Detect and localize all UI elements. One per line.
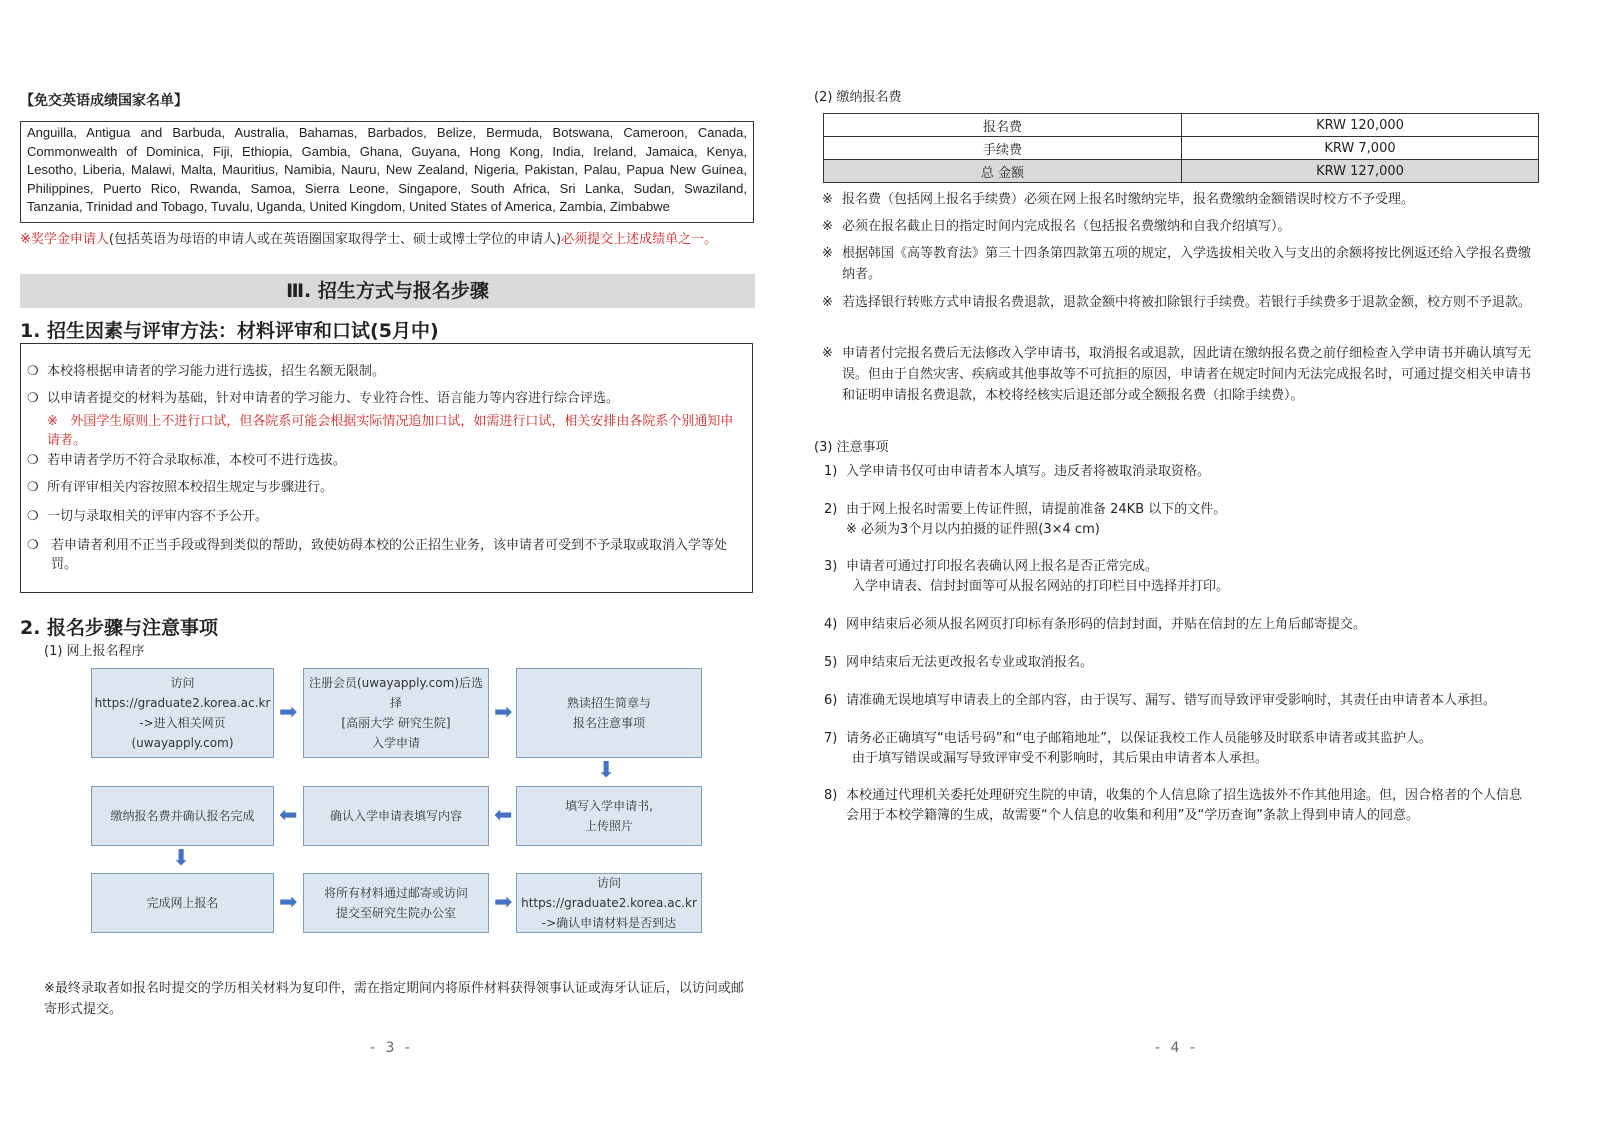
final-note: ※最终录取者如报名时提交的学历相关材料为复印件，需在指定期间内将原件材料获得领事认证或海牙认证后，以访问或邮寄形式提交。 — [44, 981, 744, 1017]
item-text: 网申结束后无法更改报名专业或取消报名。 — [846, 655, 1094, 670]
item-text: 本校通过代理机关委托处理研究生院的申请，收集的个人信息除了招生选拔外不作其他用途。但，因合格者的个人信息会用于本校学籍簿的生成，故需要“个人信息的收集和利用”及“学历查询”条款上得到申请人的同意。 — [846, 788, 1523, 823]
fee-value-cell: KRW 127,000 — [1182, 160, 1539, 183]
list-item — [824, 615, 1524, 635]
list-item — [824, 500, 1524, 540]
item-text: 请准确无误地填写申请表上的全部内容，由于误写、漏写、错写而导致评审受影响时，其责任由申请者本人承担。 — [846, 693, 1497, 708]
item-text: 由于网上报名时需要上传证件照，请提前准备 24KB 以下的文件。 — [846, 502, 1227, 517]
bullet-icon: ❍ — [27, 391, 39, 406]
fee-label-cell: 手续费 — [824, 137, 1182, 160]
criteria-text: 以申请者提交的材料为基础，针对申请者的学习能力、专业符合性、语言能力等内容进行综合评选。 — [47, 391, 620, 406]
flow-step-complete: 完成网上报名 — [91, 873, 274, 933]
fee-note — [822, 292, 1532, 313]
item-number: 7) — [824, 731, 838, 746]
arrow-icon: ⬇ — [172, 846, 191, 871]
criteria-item — [27, 451, 746, 470]
scholarship-note-red: 必须提交上述成绩单之一。 — [561, 232, 718, 247]
item-subtext: 入学申请表、信封封面等可从报名网站的打印栏目中选择并打印。 — [852, 579, 1230, 594]
criteria-item — [27, 478, 746, 497]
arrow-icon: ⬅ — [494, 803, 513, 828]
item-subtext: ※ 必须为3个月以内拍摄的证件照(3×4 cm) — [846, 522, 1100, 537]
note-icon: ※ — [822, 246, 833, 261]
criteria-note-text: 外国学生原则上不进行口试，但各院系可能会根据实际情况追加口试，如需进行口试，相关安排由各院系个别通知申请者。 — [47, 414, 734, 448]
scholarship-note-red: ※奖学金申请人 — [20, 232, 109, 247]
fee-note — [822, 243, 1532, 285]
item-text: 网申结束后必须从报名网页打印标有条形码的信封封面，并贴在信封的左上角后邮寄提交。 — [846, 617, 1367, 632]
criteria-item — [27, 389, 746, 408]
item-number: 8) — [824, 788, 838, 803]
item-number: 4) — [824, 617, 838, 632]
note-icon: ※ — [822, 192, 833, 207]
item-text: 入学申请书仅可由申请者本人填写。违反者将被取消录取资格。 — [846, 464, 1211, 479]
list-item — [824, 462, 1524, 482]
list-item — [824, 691, 1524, 711]
scholarship-note — [20, 228, 717, 247]
note-icon: ※ — [47, 414, 58, 429]
fee-note-text: 根据韩国《高等教育法》第三十四条第四款第五项的规定，入学选拔相关收入与支出的余额将按比例返还给入学报名费缴纳者。 — [842, 246, 1532, 282]
fee-note — [822, 343, 1532, 406]
arrow-icon: ⬇ — [597, 758, 616, 783]
country-list-box — [20, 121, 754, 223]
criteria-item — [27, 536, 746, 574]
criteria-note — [27, 412, 746, 450]
item-number: 3) — [824, 559, 838, 574]
criteria-text: 所有评审相关内容按照本校招生规定与步骤进行。 — [47, 480, 334, 495]
flow-step-submit-docs: 将所有材料通过邮寄或访问 提交至研究生院办公室 — [303, 873, 489, 933]
fee-value-cell: KRW 7,000 — [1182, 137, 1539, 160]
criteria-text: 若申请者学历不符合录取标准，本校可不进行选拔。 — [47, 453, 347, 468]
fee-label-cell: 报名费 — [824, 114, 1182, 137]
subsection-title-steps: 2. 报名步骤与注意事项 — [20, 617, 219, 639]
table-row — [824, 114, 1539, 137]
flow-step-fill-form: 填写入学申请书, 上传照片 — [516, 786, 702, 846]
arrow-icon: ➡ — [279, 700, 298, 725]
item-text: 请务必正确填写“电话号码”和“电子邮箱地址”，以保证我校工作人员能够及时联系申请者或其监护人。 — [846, 731, 1432, 746]
arrow-icon: ➡ — [494, 890, 513, 915]
list-item — [824, 653, 1524, 673]
flow-step-pay-fee: 缴纳报名费并确认报名完成 — [91, 786, 274, 846]
bullet-icon: ❍ — [27, 453, 39, 468]
country-line: Tanzania, Trinidad and Tobago, Tuvalu, Uganda, United Kingdom, United States of America, Zambia, Zimbabwe — [27, 199, 670, 215]
page-number: - 4 - — [1155, 1040, 1198, 1056]
country-line: Anguilla, Antigua and Barbuda, Australia, Bahamas, Barbados, Belize, Bermuda, Botswana, Cameroon, Canada, — [27, 125, 747, 140]
subsection-title-criteria: 1. 招生因素与评审方法：材料评审和口试(5月中) — [20, 320, 439, 342]
criteria-item — [27, 507, 746, 526]
fee-note — [822, 189, 1532, 210]
online-procedure-label: (1) 网上报名程序 — [44, 644, 145, 659]
fee-note-text: 必须在报名截止日的指定时间内完成报名（包括报名费缴纳和自我介绍填写）。 — [842, 219, 1291, 234]
notes-section-label: (3) 注意事项 — [814, 440, 889, 455]
fee-note-text: 若选择银行转账方式申请报名费退款，退款金额中将被扣除银行手续费。若银行手续费多于退款金额，校方则不予退款。 — [842, 295, 1532, 310]
fee-section-label: (2) 缴纳报名费 — [814, 90, 902, 105]
item-number: 2) — [824, 502, 838, 517]
arrow-icon: ➡ — [494, 700, 513, 725]
fee-note-text: 报名费（包括网上报名手续费）必须在网上报名时缴纳完毕，报名费缴纳金额错误时校方不予受理。 — [842, 192, 1415, 207]
note-icon: ※ — [822, 219, 833, 234]
list-item — [824, 557, 1524, 597]
item-subtext: 由于填写错误或漏写导致评审受不利影响时，其后果由申请者本人承担。 — [852, 751, 1269, 766]
criteria-item — [27, 362, 746, 381]
fee-note-text: 申请者付完报名费后无法修改入学申请书，取消报名或退款，因此请在缴纳报名费之前仔细检查入学申请书并确认填写无误。但由于自然灾害、疾病或其他事故等不可抗拒的原因，申请者在规定时间内无法完成报名时，可通过提交相关申请书和证明申请报名费退款，本校将经核实后退还部分或全额报名费（扣除手续费）。 — [842, 346, 1532, 403]
item-number: 6) — [824, 693, 838, 708]
criteria-text: 若申请者利用不正当手段或得到类似的帮助，致使妨碍本校的公正招生业务，该申请者可受到不予录取或取消入学等处罚。 — [51, 538, 728, 572]
criteria-text: 本校将根据申请者的学习能力进行选拔，招生名额无限制。 — [47, 364, 386, 379]
flow-step-visit-site: 访问 https://graduate2.korea.ac.kr ->进入相关网页(uwayapply.com) — [91, 668, 274, 758]
list-item — [824, 729, 1524, 769]
table-row — [824, 137, 1539, 160]
item-number: 1) — [824, 464, 838, 479]
fee-label-cell: 总 金额 — [824, 160, 1182, 183]
bullet-icon: ❍ — [27, 509, 39, 524]
section-header: Ⅲ. 招生方式与报名步骤 — [20, 274, 755, 308]
bullet-icon: ❍ — [27, 480, 39, 495]
list-item — [824, 786, 1524, 826]
arrow-icon: ➡ — [279, 890, 298, 915]
fee-note — [822, 216, 1532, 237]
bullet-icon: ❍ — [27, 538, 39, 553]
country-line: Philippines, Puerto Rico, Rwanda, Samoa, Sierra Leone, Singapore, South Africa, Sri Lanka, Sudan, Swaziland, — [27, 180, 747, 196]
country-line: Lesotho, Liberia, Malawi, Malta, Mauritius, Namibia, Nauru, New Zealand, Nigeria, Pakistan, Palau, Papua New Guinea, — [27, 162, 747, 178]
flow-step-register: 注册会员(uwayapply.com)后选择 [高丽大学 研究生院] 入学申请 — [303, 668, 489, 758]
item-number: 5) — [824, 655, 838, 670]
country-line: Commonwealth of Dominica, Fiji, Ethiopia, Gambia, Ghana, Guyana, Hong Kong, India, Ireland, Jamaica, Kenya, — [27, 143, 747, 159]
item-text: 申请者可通过打印报名表确认网上报名是否正常完成。 — [846, 559, 1159, 574]
flow-step-read-guide: 熟读招生简章与 报名注意事项 — [516, 668, 702, 758]
scholarship-note-plain: (包括英语为母语的申请人或在英语圈国家取得学士、硕士或博士学位的申请人) — [108, 232, 562, 247]
arrow-icon: ⬅ — [279, 803, 298, 828]
note-icon: ※ — [822, 295, 833, 310]
exempt-countries-title: 【免交英语成绩国家名单】 — [20, 93, 188, 109]
flow-step-confirm-form: 确认入学申请表填写内容 — [303, 786, 489, 846]
flow-step-check-arrival: 访问 https://graduate2.korea.ac.kr ->确认申请材料是否到达 — [516, 873, 702, 933]
criteria-text: 一切与录取相关的评审内容不予公开。 — [47, 509, 269, 524]
bullet-icon: ❍ — [27, 364, 39, 379]
criteria-box — [20, 343, 753, 593]
fee-table — [823, 113, 1539, 183]
fee-value-cell: KRW 120,000 — [1182, 114, 1539, 137]
note-icon: ※ — [822, 346, 833, 361]
page-number: - 3 - — [370, 1040, 413, 1056]
table-row-total — [824, 160, 1539, 183]
